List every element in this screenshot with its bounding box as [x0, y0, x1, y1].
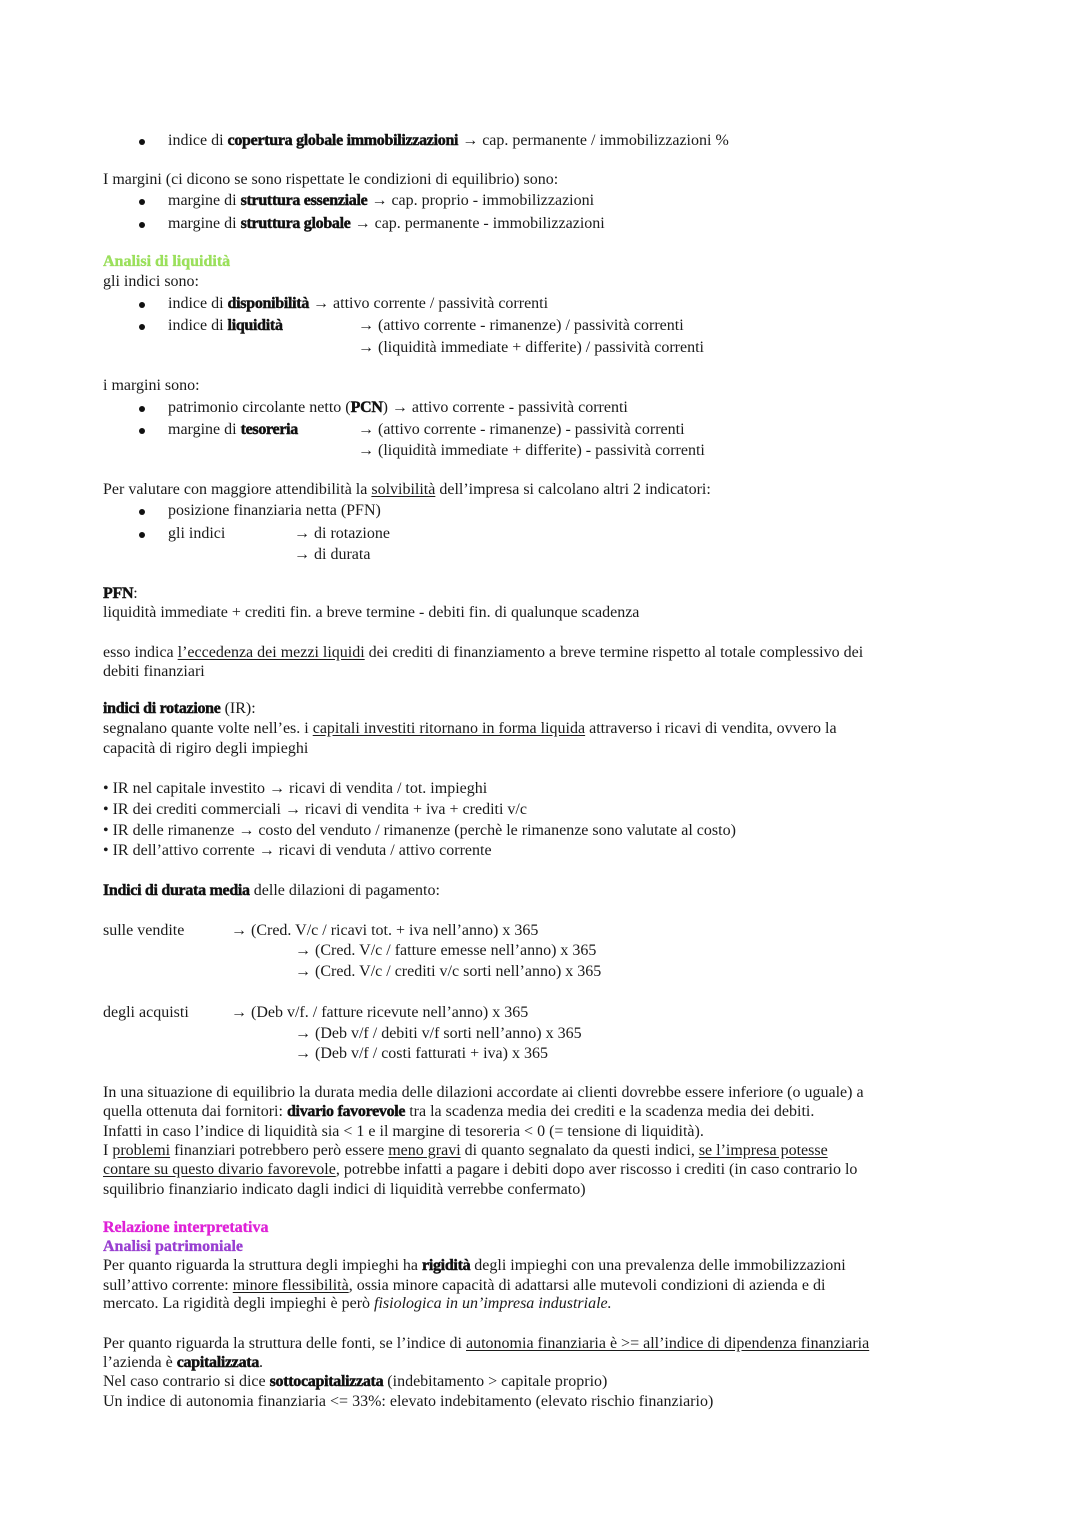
text-line: sulle vendite: [103, 922, 185, 939]
text-line: Per quanto riguarda la struttura delle fonti, se l’indice di autonomia finanziaria è >= all’indice di dipendenza finanziaria: [103, 1335, 870, 1352]
list-item: • IR dell’attivo corrente → ricavi di venduta / attivo corrente: [103, 842, 492, 859]
text-line: debiti finanziari: [103, 663, 205, 680]
text-line: Per valutare con maggiore attendibilità la solvibilità dell’impresa si calcolano altri 2 indicatori:: [103, 481, 711, 498]
text-line: gli indici sono:: [103, 273, 199, 290]
text-line: margine di struttura globale → cap. permanente - immobilizzazioni: [168, 215, 605, 232]
text-line: Per quanto riguarda la struttura degli impieghi ha rigidità degli impieghi con una prevalenza delle immobilizzazioni: [103, 1257, 846, 1274]
list-item: • IR delle rimanenze → costo del venduto / rimanenze (perchè le rimanenze sono valutate al costo): [103, 822, 736, 839]
text-line: mercato. La rigidità degli impieghi è però fisiologica in un’impresa industriale.: [103, 1295, 612, 1312]
text-line: liquidità immediate + crediti fin. a breve termine - debiti fin. di qualunque scadenza: [103, 604, 640, 621]
list-item: • IR nel capitale investito → ricavi di vendita / tot. impieghi: [103, 780, 488, 797]
formula-line: → (attivo corrente - rimanenze) - passività correnti: [358, 421, 685, 438]
text-line: In una situazione di equilibrio la durata media delle dilazioni accordate ai clienti dovrebbe essere inferiore (o uguale) a: [103, 1084, 864, 1101]
bullet: [139, 532, 145, 538]
text-line: esso indica l’eccedenza dei mezzi liquidi dei crediti di finanziamento a breve termine rispetto al totale complessivo dei: [103, 644, 864, 661]
formula-line: → (Cred. V/c / crediti v/c sorti nell’anno) x 365: [295, 963, 602, 980]
list-item: • IR dei crediti commerciali → ricavi di vendita + iva + crediti v/c: [103, 801, 527, 818]
text-line: degli acquisti: [103, 1004, 189, 1021]
text-line: I problemi finanziari potrebbero però essere meno gravi di quanto segnalato da questi indici, se l’impresa potesse: [103, 1142, 828, 1159]
text-line: indice di copertura globale immobilizzazioni → cap. permanente / immobilizzazioni %: [168, 132, 729, 149]
bullet: [139, 139, 145, 145]
formula-line: → (liquidità immediate + differite) / passività correnti: [358, 339, 704, 356]
section-heading: Analisi di liquidità: [103, 253, 231, 270]
text-line: indice di disponibilità → attivo corrente / passività correnti: [168, 295, 549, 312]
bullet: [139, 302, 145, 308]
text-line: gli indici: [168, 525, 226, 542]
text-line: Nel caso contrario si dice sottocapitalizzata (indebitamento > capitale proprio): [103, 1373, 608, 1390]
text-line: sull’attivo corrente: minore flessibilità, ossia minore capacità di adattarsi alle mutevoli condizioni di azienda e di: [103, 1277, 826, 1294]
text-line: quella ottenuta dai fornitori: divario favorevole tra la scadenza media dei crediti e la scadenza media dei debiti.: [103, 1103, 815, 1120]
text-line: patrimonio circolante netto (PCN) → attivo corrente - passività correnti: [168, 399, 628, 416]
text-line: Infatti in caso l’indice di liquidità sia < 1 e il margine di tesoreria < 0 (= tensione di liquidità).: [103, 1123, 704, 1140]
formula-line: → (Deb v/f. / fatture ricevute nell’anno) x 365: [231, 1004, 529, 1021]
bullet: [139, 406, 145, 412]
text-line: margine di struttura essenziale → cap. proprio - immobilizzazioni: [168, 192, 595, 209]
bullet: [139, 428, 145, 434]
text-line: Un indice di autonomia finanziaria <= 33%: elevato indebitamento (elevato rischio finanziario): [103, 1393, 714, 1410]
formula-line: → (liquidità immediate + differite) - passività correnti: [358, 442, 705, 459]
bullet: [139, 509, 145, 515]
formula-line: → (Cred. V/c / ricavi tot. + iva nell’anno) x 365: [231, 922, 539, 939]
text-line: → di rotazione: [294, 525, 390, 542]
text-line: indice di liquidità: [168, 317, 283, 334]
text-line: → di durata: [294, 546, 371, 563]
subheading: PFN:: [103, 585, 138, 602]
text-line: squilibrio finanziario indicato dagli indici di liquidità verrebbe confermato): [103, 1181, 586, 1198]
text-line: margine di tesoreria: [168, 421, 298, 438]
subheading: indici di rotazione (IR):: [103, 700, 256, 717]
formula-line: → (attivo corrente - rimanenze) / passività correnti: [358, 317, 684, 334]
formula-line: → (Deb v/f / debiti v/f sorti nell’anno) x 365: [295, 1025, 582, 1042]
text-line: Indici di durata media delle dilazioni di pagamento:: [103, 882, 440, 899]
bullet: [139, 199, 145, 205]
section-heading: Analisi patrimoniale: [103, 1238, 244, 1255]
text-line: contare su questo divario favorevole, potrebbe infatti a pagare i debiti dopo aver riscosso i crediti (in caso contrario lo: [103, 1161, 858, 1178]
text-line: capacità di rigiro degli impieghi: [103, 740, 309, 757]
section-heading: Relazione interpretativa: [103, 1219, 269, 1236]
text-line: i margini sono:: [103, 377, 200, 394]
formula-line: → (Deb v/f / costi fatturati + iva) x 365: [295, 1045, 548, 1062]
bullet: [139, 222, 145, 228]
bullet: [139, 324, 145, 330]
text-line: l’azienda è capitalizzata.: [103, 1354, 264, 1371]
text-line: I margini (ci dicono se sono rispettate le condizioni di equilibrio) sono:: [103, 171, 559, 188]
formula-line: → (Cred. V/c / fatture emesse nell’anno) x 365: [295, 942, 597, 959]
text-line: posizione finanziaria netta (PFN): [168, 502, 381, 519]
text-line: segnalano quante volte nell’es. i capitali investiti ritornano in forma liquida attraverso i ricavi di vendita, ovvero la: [103, 720, 837, 737]
